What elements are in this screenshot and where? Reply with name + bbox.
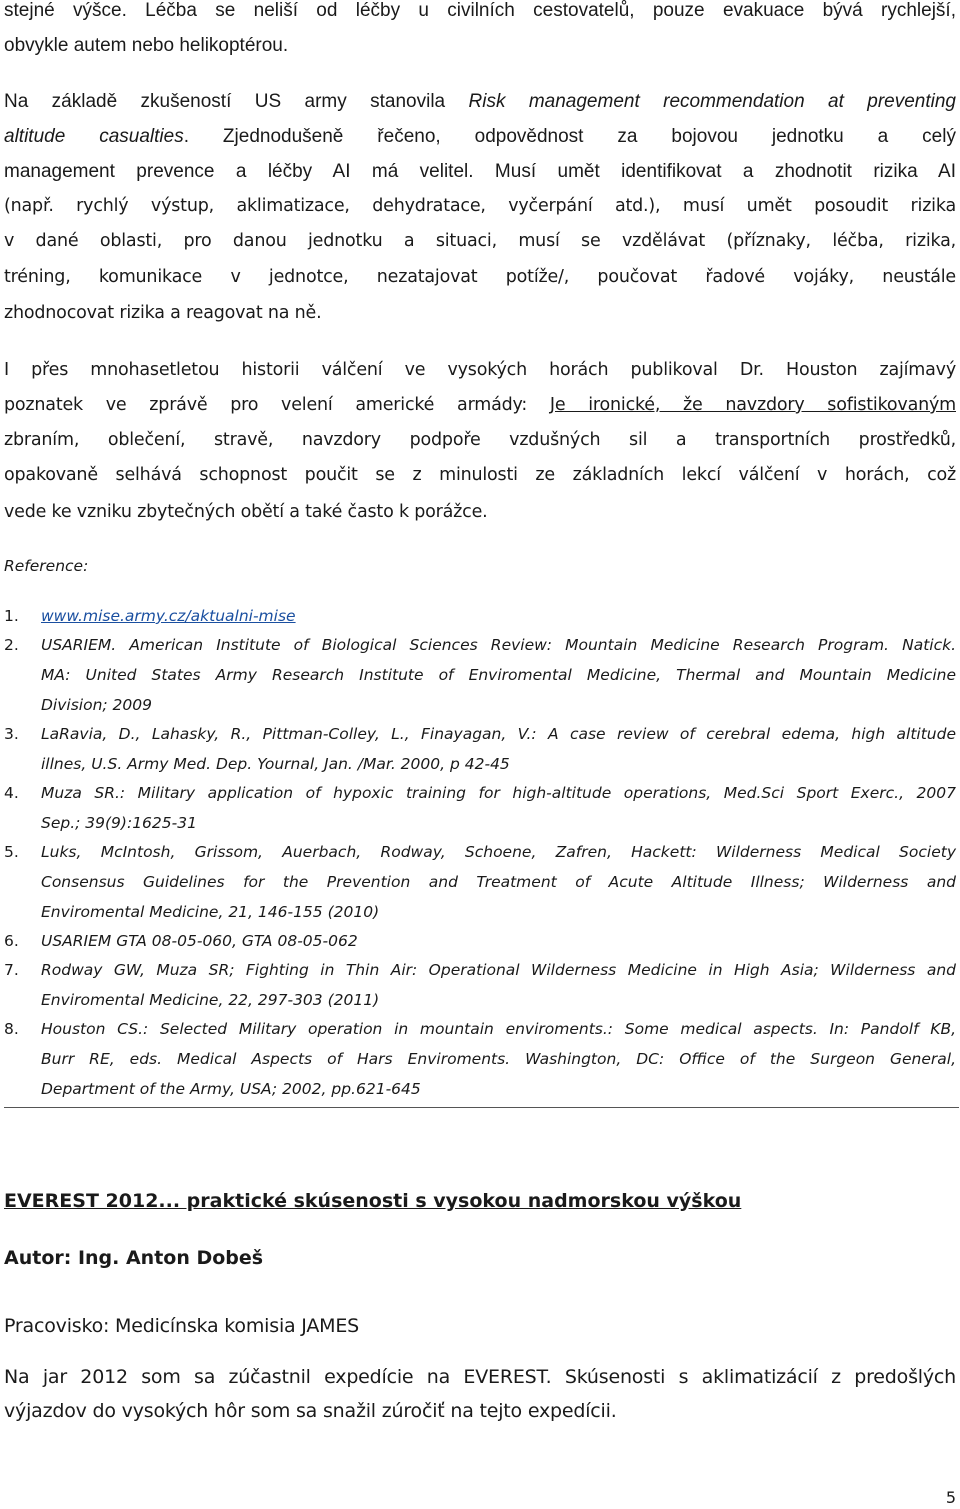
reference-number: 6. [4,932,19,950]
reference-number: 8. [4,1020,19,1038]
para3-line2 [4,395,956,415]
para2-line6: tréning, komunikace v jednotce, nezatajovat potíže/, poučovat řadové vojáky, neustále [4,267,956,287]
para2-line2-text: . Zjednodušeně řečeno, odpovědnost za bojovou jednotku a celý [183,126,956,147]
para2-line5: v dané oblasti, pro danou jednotku a situaci, musí se vzdělávat (příznaky, léčba, rizika, [4,231,956,251]
para3-line4: opakovaně selhává schopnost poučit se z minulosti ze základních lekcí válčení v horách, což [4,465,956,485]
section-divider [4,1107,959,1108]
reference-number: 1. [4,607,19,625]
para3-line5 [4,502,956,522]
references-heading: Reference: [4,557,89,575]
page-number: 5 [945,1488,956,1507]
reference-number: 4. [4,784,19,802]
reference-number: 3. [4,725,19,743]
para3-line1: I přes mnohasetletou historii válčení ve vysokých horách publikoval Dr. Houston zajímavý [4,360,956,380]
reference-line: illnes, U.S. Army Med. Dep. Yournal, Jan. /Mar. 2000, p 42-45 [41,755,510,773]
reference-line: Enviromental Medicine, 22, 297-303 (2011) [41,991,380,1009]
risk-management-title: Risk management recommendation at preventing [468,91,956,112]
reference-line: Consensus Guidelines for the Prevention and Treatment of Acute Altitude Illness; Wilderness and [41,873,956,891]
reference-line: Enviromental Medicine, 21, 146-155 (2010) [41,903,380,921]
reference-line: Division; 2009 [41,696,153,714]
article-paragraph-line1: Na jar 2012 som sa zúčastnil expedície na EVEREST. Skúsenosti s aklimatizácií z predošlých [4,1366,956,1388]
para3-line2-text: poznatek ve zprávě pro velení americké armády: [4,395,550,415]
para2-line2 [4,126,956,148]
reference-line: Sep.; 39(9):1625-31 [41,814,197,832]
article-title: EVEREST 2012... praktické skúsenosti s vysokou nadmorskou výškou [4,1190,742,1212]
para3-line5-text: vede ke vzniku zbytečných obětí a také často k porážce. [4,502,488,522]
reference-number: 2. [4,636,19,654]
article-paragraph-line2: výjazdov do vysokých hôr som sa snažil zúročiť na tejto expedícii. [4,1400,617,1422]
reference-line: Luks, McIntosh, Grissom, Auerbach, Rodway, Schoene, Zafren, Hackett: Wilderness Medical Society [41,843,956,861]
para2-line1 [4,91,956,113]
reference-line: USARIEM GTA 08-05-060, GTA 08-05-062 [41,932,358,950]
reference-link[interactable]: www.mise.army.cz/aktualni-mise [41,607,296,625]
article-workplace: Pracovisko: Medicínska komisia JAMES [4,1315,360,1337]
para1-line1: stejné výšce. Léčba se neliší od léčby u civilních cestovatelů, pouze evakuace bývá rychlejší, [4,0,956,21]
article-author: Autor: Ing. Anton Dobeš [4,1247,264,1269]
houston-quote-start: Je ironické, že navzdory sofistikovaným [549,395,956,415]
reference-line: MA: United States Army Research Institute of Enviromental Medicine, Thermal and Mountain Medicine [41,666,956,684]
reference-line: Muza SR.: Military application of hypoxic training for high-altitude operations, Med.Sci Sport Exerc., 2007 [41,784,956,802]
risk-management-title-cont: altitude casualties [4,126,184,147]
para2-line1-text: Na základě zkušeností US army stanovila [4,91,469,112]
para2-line4: (např. rychlý výstup, aklimatizace, dehydratace, vyčerpání atd.), musí umět posoudit rizika [4,196,956,216]
reference-line: Houston CS.: Selected Military operation in mountain enviroments.: Some medical aspects. In: Pandolf KB, [41,1020,956,1038]
reference-line: Burr RE, eds. Medical Aspects of Hars Enviroments. Washington, DC: Office of the Surgeon General, [41,1050,956,1068]
reference-line: USARIEM. American Institute of Biological Sciences Review: Mountain Medicine Research Program. Natick. [41,636,956,654]
para3-line3: zbraním, oblečení, stravě, navzdory podpoře vzdušných sil a transportních prostředků, [4,430,956,450]
reference-number: 7. [4,961,19,979]
reference-line: LaRavia, D., Lahasky, R., Pittman-Colley, L., Finayagan, V.: A case review of cerebral edema, high altitude [41,725,956,743]
reference-line: Department of the Army, USA; 2002, pp.621-645 [41,1080,421,1098]
reference-line: Rodway GW, Muza SR; Fighting in Thin Air: Operational Wilderness Medicine in High Asia; Wilderness and [41,961,956,979]
para2-line3: management prevence a léčby AI má velitel. Musí umět identifikovat a zhodnotit rizika AI [4,161,956,182]
reference-number: 5. [4,843,19,861]
para1-line2: obvykle autem nebo helikoptérou. [4,35,289,56]
para2-line7: zhodnocovat rizika a reagovat na ně. [4,303,322,323]
